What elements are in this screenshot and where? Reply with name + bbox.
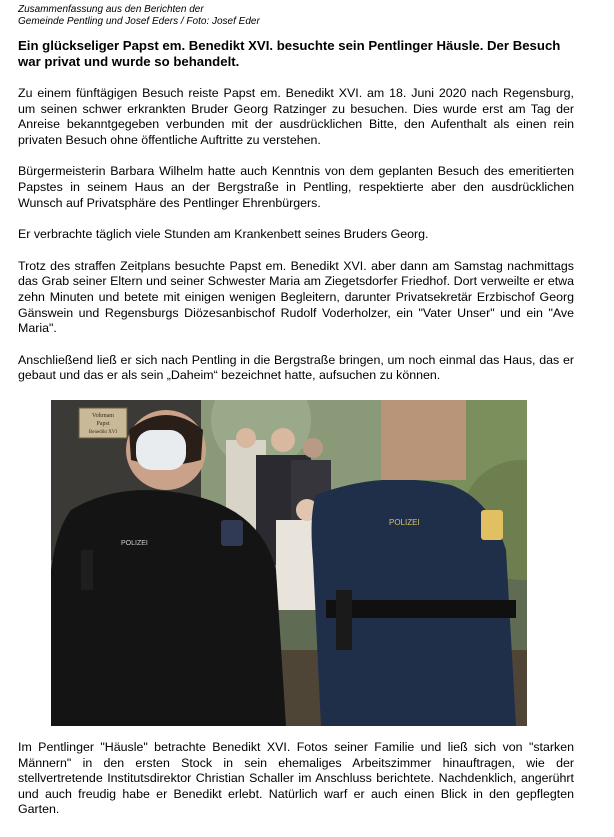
paragraph-1: Zu einem fünftägigen Besuch reiste Papst em. Benedikt XVI. am 18. Juni 2020 nach Regensburg, um seinen schwer erkrankten Bruder Georg Ratzinger zu besuchen. Dies wurde erst am Tag der Anreise bekanntgegeben verbunden mit der ausdrücklichen Bitte, den Aufenthalt als einen rein privaten Besuch ohne öffentliche Auftritte zu verstehen. [18,86,574,147]
source-line-2: Gemeinde Pentling und Josef Eders / Foto: Josef Eder [18,16,260,27]
house-sign-line-2: Papst [96,420,110,427]
paragraph-2: Bürgermeisterin Barbara Wilhelm hatte auch Kenntnis von dem geplanten Besuch des emeritierten Papstes in seinem Haus an der Bergstraße in Pentling, respektierte aber den ausdrücklichen Wunsch auf Privatsphäre des Pentlinger Ehrenbürgers. [18,164,574,210]
document-page [18,4,574,818]
house-sign-line-3: Benedikt XVI [88,429,118,435]
source-line-1: Zusammenfassung aus den Berichten der [18,4,204,15]
house-sign-line-1: Vohrnam [92,412,114,419]
paragraph-5: Anschließend ließ er sich nach Pentling in die Bergstraße bringen, um noch einmal das Haus, das er gebaut und das er als sein „Daheim“ bezeichnet hatte, aufsuchen zu können. [18,352,574,383]
photo-caption: Im Pentlinger "Häusle" betrachte Benedikt XVI. Fotos seiner Familie und ließ sich von "starken Männern" in den ersten Stock in sein ehemaliges Arbeitszimmer hinauftragen, wie der stellvertretende Institutsdirektor Christian Schaller im Anschluss berichtete. Nachdenklich, angerührt und auch freudig habe er Benedikt erlebt. Natürlich warf er auch einen Blick in den gepflegten Garten. [18,739,574,817]
vest-label-left: POLIZEI [121,539,148,547]
vest-label-right: POLIZEI [389,517,420,527]
paragraph-3: Er verbrachte täglich viele Stunden am Krankenbett seines Bruders Georg. [18,227,429,242]
photo-police-at-house [51,400,527,726]
paragraph-4: Trotz des straffen Zeitplans besuchte Papst em. Benedikt XVI. aber dann am Samstag nachmittags das Grab seiner Eltern und seiner Schwester Maria am Ziegetsdorfer Friedhof. Dort verweilte er etwa zehn Minuten und betete mit einigen wenigen Begleitern, darunter Privatsekretär Erzbischof Georg Gänswein und Regensburgs Diözesanbischof Rudolf Voderholzer, ein "Vater Unser" und ein "Ave Maria". [18,258,574,336]
headline: Ein glückseliger Papst em. Benedikt XVI. besuchte sein Pentlinger Häusle. Der Besuch war privat und wurde so behandelt. [18,38,561,69]
